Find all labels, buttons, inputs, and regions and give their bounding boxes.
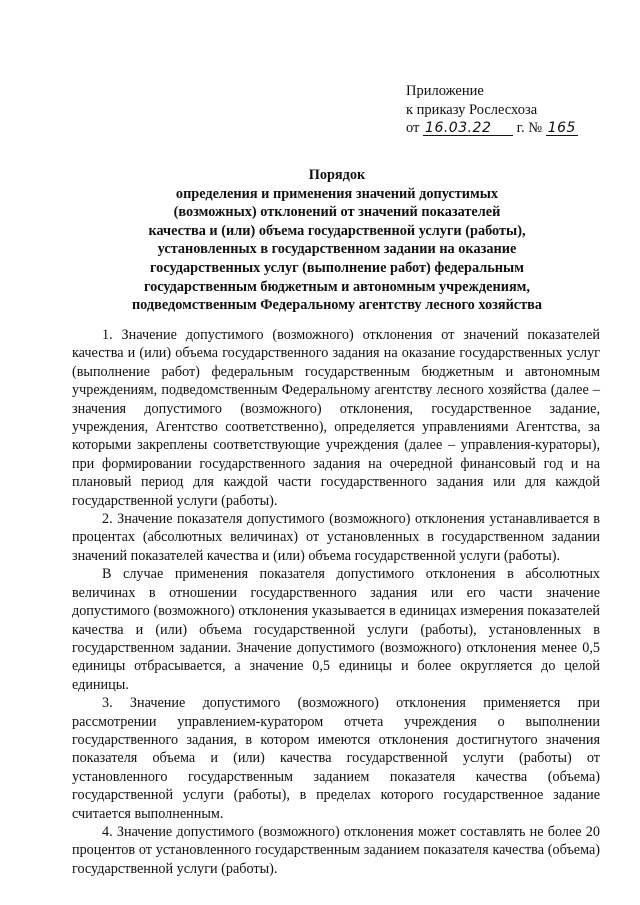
document-body	[72, 326, 600, 878]
title-line: установленных в государственном задании на оказание	[157, 241, 517, 258]
title-line: (возможных) отклонений от значений показателей	[173, 204, 501, 221]
title-main: Порядок	[308, 167, 366, 183]
appendix-date-number	[406, 119, 626, 138]
paragraph-4: 4. Значение допустимого (возможного) отклонения может составлять не более 20 процентов от установленного государственным заданием показателя качества (объема) государственной услуги (работы).	[72, 823, 600, 877]
appendix-date: 16.03.22	[423, 121, 513, 136]
title-line: подведомственным Федеральному агентству лесного хозяйства	[131, 297, 543, 314]
appendix-header	[406, 82, 626, 138]
title-line: государственных услуг (выполнение работ) федеральным	[150, 259, 524, 276]
appendix-order-ref: к приказу Рослесхоза	[406, 101, 538, 118]
appendix-number-label: г. №	[516, 120, 543, 136]
appendix-label: Приложение	[406, 83, 484, 99]
title-line: качества и (или) объема государственной услуги (работы),	[148, 222, 526, 239]
paragraph-2-continued: В случае применения показателя допустимого отклонения в абсолютных величинах в отношении государственного задания или его части значение допустимого (возможного) отклонения указывается в единицах измерения показателей качества и (или) объема государственной услуги (работы), установленных в государственном задании. Значение допустимого (возможного) отклонения менее 0,5 единицы отбрасывается, а значение 0,5 единицы и более округляется до целой единицы.	[72, 566, 600, 693]
paragraph-1: 1. Значение допустимого (возможного) отклонения от значений показателей качества и (или) объема государственного задания на оказание государственных услуг (выполнение работ) федеральным государственным бюджетным и автономным учреждениям, подведомственным Федеральному агентству лесного хозяйства (далее – значения допустимого (возможного) отклонения, государственное задание, учреждения, Агентство соответственно), определяется управлениями Агентства, за которыми закреплены соответствующие учреждения (далее – управления-кураторы), при формировании государственного задания на очередной финансовый год и на плановый период для каждой части государственного задания или для каждой государственной услуги (работы).	[72, 327, 600, 509]
paragraph-3: 3. Значение допустимого (возможного) отклонения применяется при рассмотрении управлением-куратором отчета учреждения о выполнении государственного задания, в котором имеются отклонения достигнутого значения показателя объема и (или) качества государственной услуги (работы) от установленного государственным заданием показателя качества (объема) государственной услуги (работы), в пределах которого государственное задание считается выполненным.	[72, 695, 600, 822]
title-line: определения и применения значений допустимых	[175, 185, 499, 202]
appendix-from-label: от	[406, 120, 420, 136]
title-line: государственным бюджетным и автономным учреждениям,	[143, 278, 530, 295]
paragraph-2: 2. Значение показателя допустимого (возможного) отклонения устанавливается в процентах (абсолютных величинах) от установленных в государственном задании значений показателей качества и (или) объема государственной услуги (работы).	[72, 511, 600, 564]
document-title	[70, 166, 604, 315]
appendix-number: 165	[547, 120, 576, 136]
